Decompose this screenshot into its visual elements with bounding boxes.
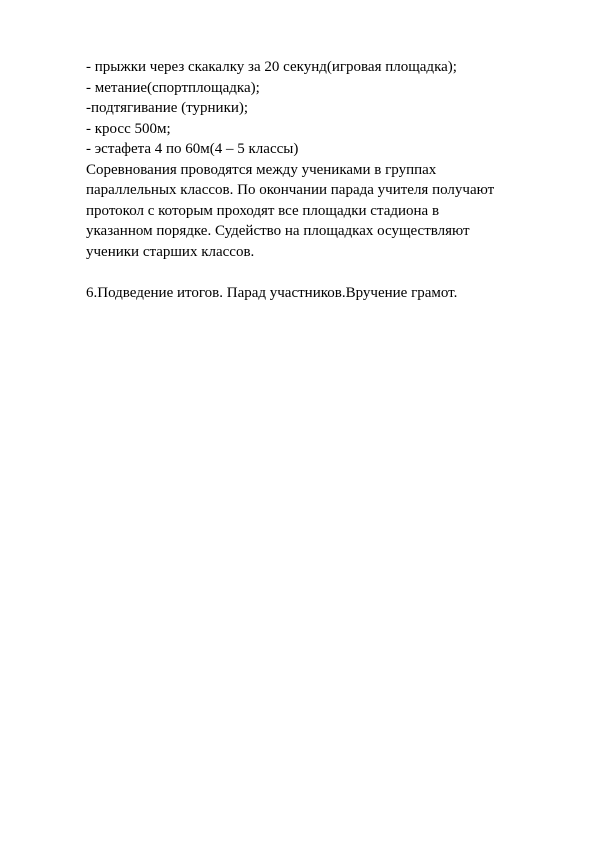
list-item: - эстафета 4 по 60м(4 – 5 классы): [86, 141, 299, 157]
list-item: - прыжки через скакалку за 20 секунд(игровая площадка);: [86, 59, 457, 75]
paragraph-line: указанном порядке. Судейство на площадках осуществляют: [86, 223, 470, 239]
paragraph-line: Соревнования проводятся между учениками в группах: [86, 161, 437, 178]
competition-paragraph: [86, 160, 536, 263]
paragraph-spacer: [86, 262, 536, 283]
section-heading: 6.Подведение итогов. Парад участников.Вручение грамот.: [86, 284, 458, 301]
activities-list: [86, 57, 536, 160]
list-item: - кросс 500м;: [86, 120, 171, 137]
list-item: -подтягивание (турники);: [86, 100, 249, 116]
paragraph-line: протокол с которым проходят все площадки стадиона в: [86, 202, 440, 219]
document-body: [86, 57, 536, 303]
list-item: - метание(спортплощадка);: [86, 79, 260, 96]
paragraph-line: ученики старших классов.: [86, 243, 255, 260]
paragraph-line: параллельных классов. По окончании парада учителя получают: [86, 182, 495, 198]
